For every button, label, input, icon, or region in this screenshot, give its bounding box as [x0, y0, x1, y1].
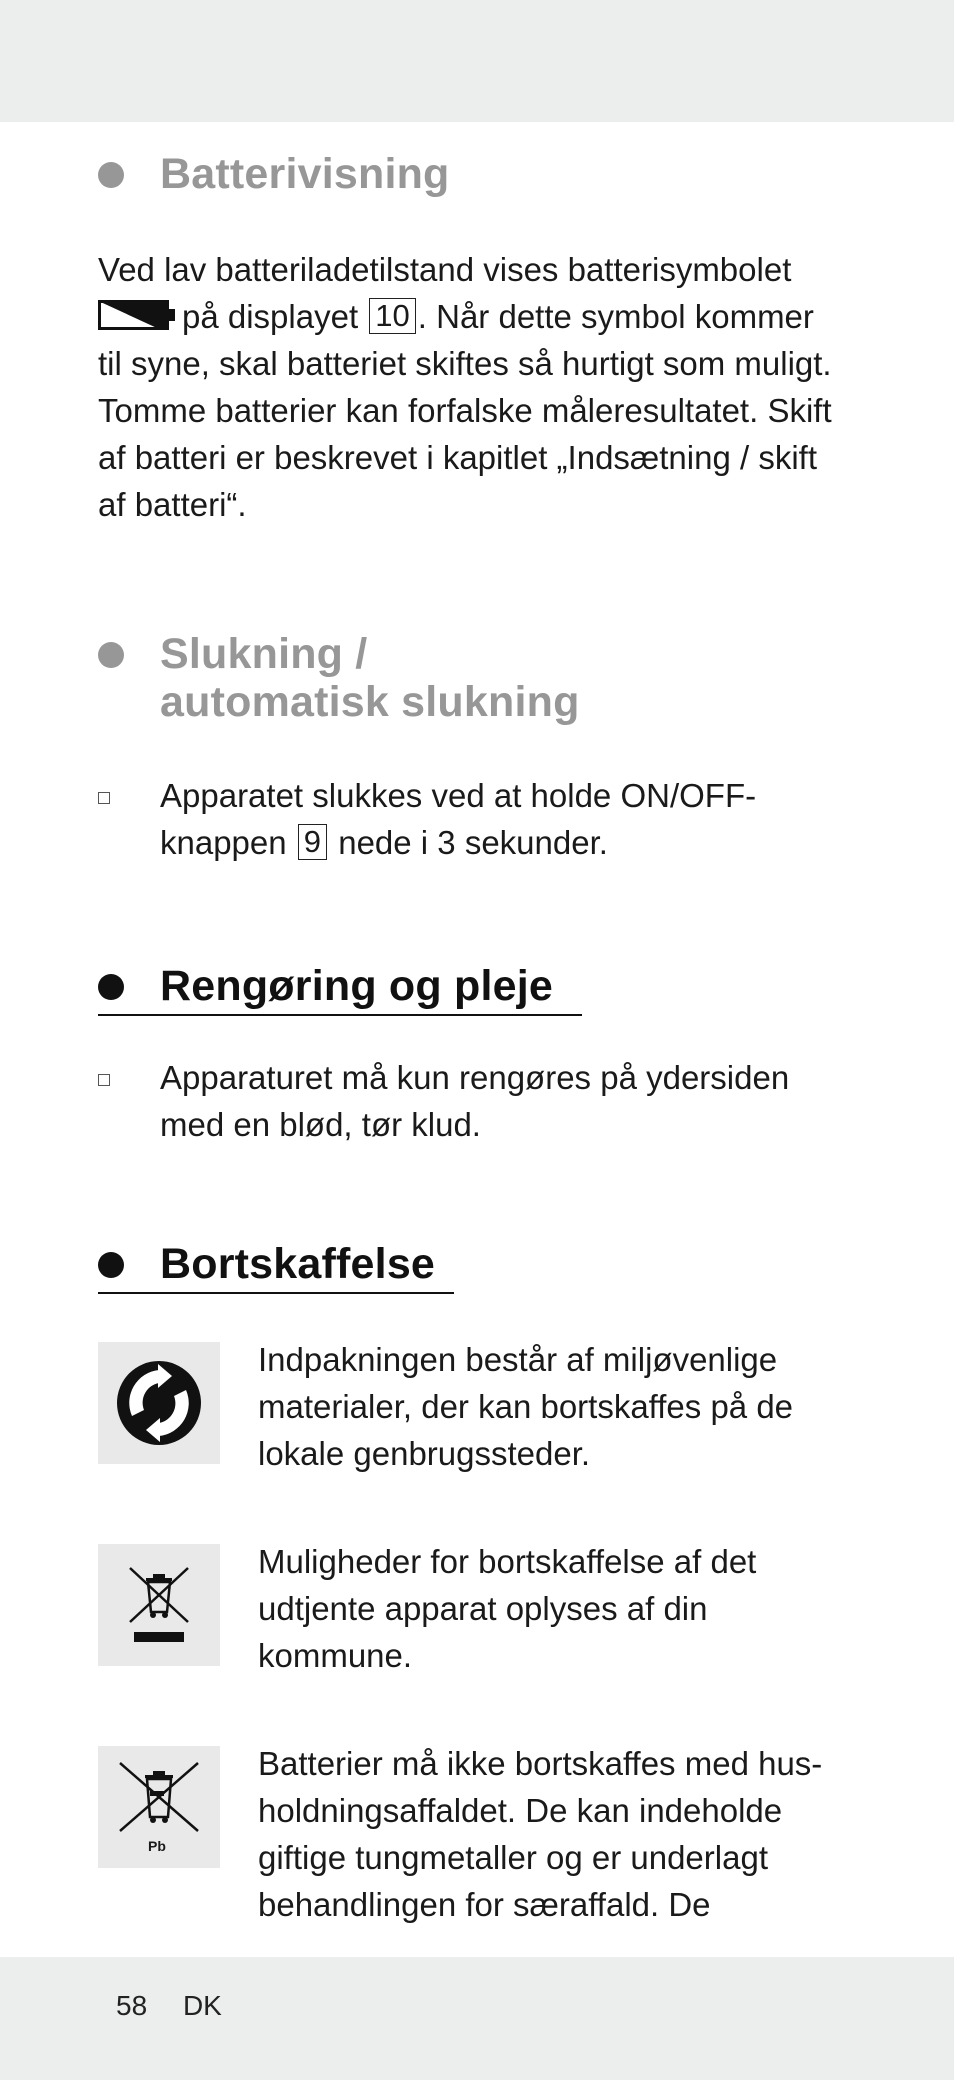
checkbox-bullet-icon [98, 1074, 110, 1086]
page-number: 58 [116, 1990, 148, 2021]
heading-battery-display: Batterivisning [98, 150, 838, 198]
language-code: DK [182, 1990, 222, 2021]
green-dot-recycling-icon [98, 1342, 220, 1464]
battery-low-icon [98, 295, 176, 325]
bullet-icon [98, 642, 124, 668]
disposal-row-packaging: Indpakningen består af miljøvenlige materialer, der kan bortskaffes på de lokale genbrugssteder. [98, 1342, 838, 1477]
page-footer [116, 1990, 250, 2022]
heading-disposal: Bortskaffelse [98, 1240, 435, 1288]
disposal-row-device: Muligheder for bortskaffelse af det udtjente apparat oplyses af din kommune. [98, 1544, 838, 1679]
bullet-icon [98, 1252, 124, 1278]
bullet-icon [98, 974, 124, 1000]
crossed-bin-pb-icon [98, 1746, 220, 1868]
pb-label: Pb [148, 1838, 166, 1854]
bullet-icon [98, 162, 124, 188]
ref-button-9: 9 [298, 824, 327, 860]
heading-cleaning: Rengøring og pleje [98, 962, 553, 1010]
page-content [98, 150, 838, 1928]
ref-display-10: 10 [369, 298, 415, 334]
battery-paragraph: Ved lav batteriladetilstand vises batterisymbolet på displayet 10 . Når dette symbol kommer til syne, skal batteriet skiftes så hurtigt som muligt. Tomme batterier kan forfalske måleresultatet. Skift af batteri er beskrevet i kapitlet „Indsætning / skift af batteri“. [98, 251, 832, 523]
heading-shutdown: Slukning / automatisk slukning [98, 630, 838, 726]
list-item-shutdown: Apparatet slukkes ved at holde ON/OFF-knappen 9 nede i 3 sekunder. [98, 772, 838, 866]
crossed-bin-icon [98, 1544, 220, 1666]
list-item-cleaning: Apparaturet må kun rengøres på ydersiden med en blød, tør klud. [98, 1054, 838, 1148]
checkbox-bullet-icon [98, 792, 110, 804]
top-band [0, 0, 954, 122]
disposal-row-batteries: Pb Batterier må ikke bortskaffes med hus-holdningsaffaldet. De kan indeholde giftige tungmetaller og er underlagt behandlingen for særaffald. De [98, 1746, 838, 1928]
